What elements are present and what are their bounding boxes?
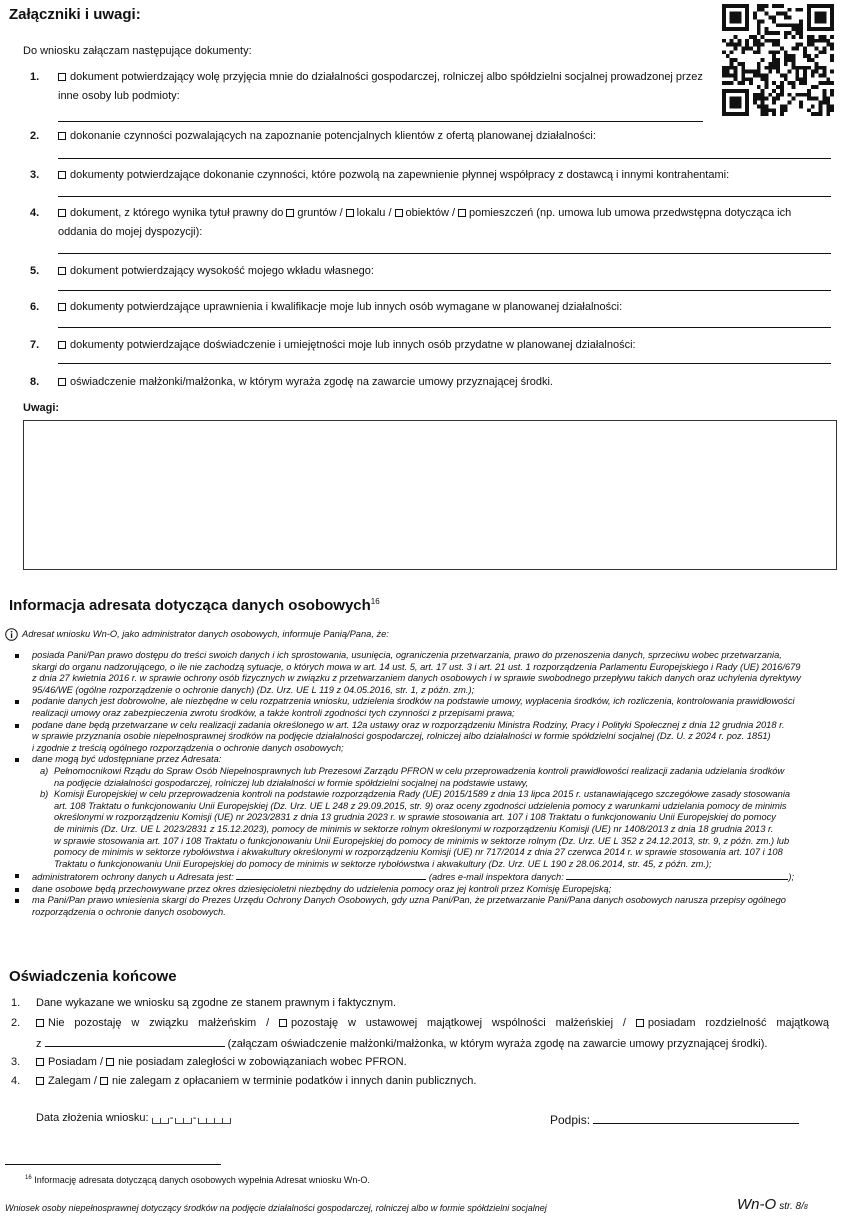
statement-3: [36, 1056, 407, 1068]
item-4-option-lokal-checkbox[interactable]: [346, 209, 354, 217]
privacy-item-sharing-text: dane mogą być udostępniane przez Adresata:: [32, 754, 222, 765]
statement-3-has-arrears: Posiadam /: [48, 1056, 104, 1068]
item-1-number: 1.: [30, 71, 40, 83]
statement-4-in-arrears: Zalegam /: [48, 1075, 97, 1087]
statement-2-joint-property-checkbox[interactable]: [279, 1019, 287, 1027]
item-4-checkbox[interactable]: [58, 209, 66, 217]
statement-2: [36, 1017, 829, 1029]
privacy-item-administrator: [32, 870, 832, 884]
privacy-admin-field[interactable]: [236, 870, 426, 880]
statement-2-joint-property: pozostaję w ustawowej majątkowej wspólności małżeńskiej /: [291, 1017, 626, 1029]
item-4-text-line2: oddania do mojej dyspozycji):: [58, 226, 203, 238]
bullet: [15, 654, 19, 658]
privacy-item-sharing-b-line: pomocy de minimis w sektorze rybołówstwa i akwakultury określonymi w rozporządzeniu Komisji (UE) nr 717/2014 z dnia 27 czerwca 2014 r. w sprawie stosowania art. 107 i 108: [54, 847, 783, 858]
privacy-item-sharing-a-line: na podjęcie działalności gospodarczej, rolniczej lub działalności w formie spółdzielni socjalnej na podstawie ustawy,: [54, 777, 529, 788]
privacy-item-sharing-a: [32, 766, 832, 789]
item-8-checkbox[interactable]: [58, 378, 66, 386]
item-6-fill-line[interactable]: [58, 327, 831, 328]
footnote-text: Informację adresata dotyczącą danych osobowych wypełnia Adresat wniosku Wn-O.: [34, 1175, 370, 1185]
statement-3-number: 3.: [11, 1056, 21, 1068]
date-month-field[interactable]: [175, 1115, 192, 1127]
item-8-text: oświadczenie małżonki/małżonka, w którym wyraża zgodę na zawarcie umowy przyznającej środki.: [70, 376, 553, 388]
item-4-option-grunty-checkbox[interactable]: [286, 209, 294, 217]
footnote-rule: [5, 1164, 221, 1165]
signature-label: Podpis:: [550, 1113, 591, 1127]
privacy-email-close: );: [788, 872, 795, 883]
item-8-number: 8.: [30, 376, 40, 388]
privacy-item-sharing-b-line: de minimis (Dz. Urz. UE L 2023/2831 z 15.12.2023), pomocy de minimis w sektorze rolnym określonymi w rozporządzeniu Komisji (UE) nr 1408/2013 z dnia 18 grudnia 2013 r.: [54, 823, 774, 834]
privacy-item-rights-line: posiada Pani/Pan prawo dostępu do treści swoich danych i ich sprostowania, usunięcia, ograniczenia przetwarzania, prawo do przenoszenia danych, sprzeciwu wobec przetwarzania,: [32, 650, 782, 660]
privacy-item-voluntary: [32, 696, 832, 719]
qr-code: [722, 4, 834, 116]
item-4-option-grunty: gruntów /: [297, 207, 343, 219]
privacy-item-sharing-b-label: b): [40, 789, 49, 800]
privacy-item-rights-line: 95/46/WE (ogólne rozporządzenie o ochronie danych) (Dz. Urz. UE L 119 z 04.05.2016, str. 1, z późn. zm.);: [32, 684, 475, 695]
statement-3-no-arrears-checkbox[interactable]: [106, 1058, 114, 1066]
bullet: [15, 724, 19, 728]
item-8: [58, 373, 821, 392]
item-7-fill-line[interactable]: [58, 363, 831, 364]
item-6-checkbox[interactable]: [58, 303, 66, 311]
item-7-checkbox[interactable]: [58, 341, 66, 349]
privacy-item-sharing: [32, 754, 832, 870]
privacy-item-purpose-line: i zgodnie z treścią ogólnego rozporządzenia o ochronie danych osobowych;: [32, 742, 344, 753]
privacy-item-sharing-b-line: w sprawie stosowania art. 107 i 108 Traktatu o funkcjonowaniu Unii Europejskiej do pomocy de minimis w sektorze rolnym (Dz. Urz. UE L 352 z 24.12.2013, str. 9, z późn. zm.) lub: [54, 835, 790, 846]
item-1: [58, 68, 711, 106]
item-2-text: dokonanie czynności pozwalających na zapoznanie potencjalnych klientów z ofertą planowanej działalności:: [70, 130, 596, 142]
info-icon: [5, 628, 18, 641]
privacy-title-text: Informacja adresata dotycząca danych osobowych: [9, 597, 371, 614]
privacy-item-voluntary-line: realizacji umowy oraz zabezpieczenia zwrotu środków, a także kontroli zgodności tych czynności z przepisami prawa;: [32, 707, 515, 718]
item-2-checkbox[interactable]: [58, 132, 66, 140]
privacy-item-purpose: [32, 720, 832, 755]
bullet: [15, 700, 19, 704]
item-7: [58, 336, 821, 355]
bullet: [15, 874, 19, 878]
item-1-checkbox[interactable]: [58, 73, 66, 81]
item-5-text: dokument potwierdzający wysokość mojego wkładu własnego:: [70, 265, 374, 277]
statement-3-has-arrears-checkbox[interactable]: [36, 1058, 44, 1066]
date-separator: -: [192, 1112, 197, 1124]
footnote: [25, 1175, 370, 1185]
statement-3-no-arrears: nie posiadam zaległości w zobowiązaniach wobec PFRON.: [118, 1056, 407, 1068]
statement-4-not-in-arrears-checkbox[interactable]: [100, 1077, 108, 1085]
item-5-fill-line[interactable]: [58, 290, 831, 291]
item-4-fill-line[interactable]: [58, 253, 831, 254]
notes-label: Uwagi:: [23, 402, 60, 414]
privacy-item-sharing-a-label: a): [40, 765, 49, 776]
item-6-text: dokumenty potwierdzające uprawnienia i kwalifikacje moje lub innych osób wymagane w planowanej działalności:: [70, 301, 623, 313]
privacy-item-complaint: [32, 895, 832, 918]
statement-4-in-arrears-checkbox[interactable]: [36, 1077, 44, 1085]
footer-page-number: str. 8/: [779, 1201, 804, 1212]
privacy-item-rights: [32, 650, 832, 696]
attachments-intro: Do wniosku załączam następujące dokumenty:: [23, 45, 252, 57]
privacy-intro: Adresat wniosku Wn-O, jako administrator danych osobowych, informuje Panią/Pana, że:: [22, 629, 389, 639]
item-6: [58, 298, 821, 317]
statement-4-number: 4.: [11, 1075, 21, 1087]
footer-form-code: Wn-O: [737, 1196, 777, 1213]
date-separator: -: [169, 1112, 174, 1124]
item-2-fill-line[interactable]: [58, 158, 831, 159]
bullet: [15, 899, 19, 903]
item-3-checkbox[interactable]: [58, 171, 66, 179]
privacy-item-sharing-b-line: Traktatu o funkcjonowaniu Unii Europejskiej do pomocy de minimis w sektorze rybołówstwa i akwakultury (Dz. Urz. UE L 190 z 28.06.2014, str. 45, z późn. zm.);: [54, 858, 712, 869]
attachments-title: Załączniki i uwagi:: [9, 6, 141, 23]
privacy-email-label: (adres e-mail inspektora danych:: [428, 872, 564, 883]
privacy-list: [32, 650, 832, 919]
item-6-number: 6.: [30, 301, 40, 313]
bullet: [15, 758, 19, 762]
item-4-option-obiekty-checkbox[interactable]: [395, 209, 403, 217]
privacy-admin-label: administratorem ochrony danych u Adresata jest:: [32, 872, 234, 883]
item-4-number: 4.: [30, 207, 40, 219]
statement-2-separate-property: posiadam rozdzielność majątkową: [647, 1017, 829, 1029]
item-1-text: dokument potwierdzający wolę przyjęcia mnie do działalności gospodarczej, rolniczej albo spółdzielni socjalnej prowadzonej przez: [70, 71, 703, 83]
privacy-item-complaint-line: ma Pani/Pan prawo wniesienia skargi do Prezes Urzędu Ochrony Danych Osobowych, gdy uzna Pani/Pan, że przetwarzanie Pani/Pana danych osobowych narusza przepisy ogólnego: [32, 895, 786, 906]
item-4-option-lokal: lokalu /: [356, 207, 392, 219]
statement-4: [36, 1075, 476, 1087]
statement-1-number: 1.: [11, 997, 21, 1009]
date-label: Data złożenia wniosku:: [36, 1112, 149, 1124]
statement-2-line2: [36, 1036, 767, 1050]
privacy-footnote-ref: 16: [370, 597, 380, 606]
privacy-item-rights-line: z dnia 27 kwietnia 2016 r. w sprawie ochrony osób fizycznych w związku z przetwarzaniem danych osobowych i w sprawie swobodnego przepływu takich danych oraz uchylenia dyrektywy: [32, 673, 802, 684]
privacy-item-purpose-line: w sprawie przyznania osobie niepełnosprawnej środków na podjęcie działalności gospodarczej, rolniczej albo działalności w formie spółdzielni socjalnej (Dz. U. z 2024 r. poz. 1851): [32, 731, 771, 742]
privacy-item-sharing-b: [32, 789, 832, 870]
item-2: [58, 127, 821, 146]
footer-page-info: [737, 1196, 808, 1213]
privacy-item-sharing-b-line: Komisji Europejskiej w celu przeprowadzenia kontroli na podstawie rozporządzenia Rady (UE) 2015/1589 z dnia 13 lipca 2015 r. ustanawiającego szczegółowe zasady stosowania: [54, 789, 791, 800]
privacy-title: [9, 597, 380, 614]
notes-textarea[interactable]: [23, 420, 837, 570]
item-2-number: 2.: [30, 130, 40, 142]
statement-2-spouse-prefix: z: [36, 1038, 42, 1050]
date-field-group: [36, 1112, 231, 1127]
statement-2-number: 2.: [11, 1017, 21, 1029]
item-5: [58, 262, 821, 281]
item-4-option-obiekty: obiektów /: [405, 207, 456, 219]
item-7-number: 7.: [30, 339, 40, 351]
footer-form-title: Wniosek osoby niepełnosprawnej dotyczący środków na podjęcie działalności gospodarczej, rolniczej albo w formie spółdzielni socjalnej: [5, 1203, 547, 1213]
statement-1-text: Dane wykazane we wniosku są zgodne ze stanem prawnym i faktycznym.: [36, 997, 397, 1009]
item-3-text: dokumenty potwierdzające dokonanie czynności, które pozwolą na zapewnienie płynnej współpracy z dostawcą i innymi kontrahentami:: [70, 169, 730, 181]
privacy-item-voluntary-line: podanie danych jest dobrowolne, ale niezbędne w celu rozpatrzenia wniosku, udzielenia środków na podstawie umowy, wypłacenia środków, ich rozliczenia, kontrolowania prawidłowości: [32, 696, 795, 707]
signature-field[interactable]: [593, 1111, 799, 1124]
privacy-item-sharing-a-line: Pełnomocnikowi Rządu do Spraw Osób Niepełnosprawnych lub Prezesowi Zarządu PFRON w celu przeprowadzenia kontroli prawidłowości realizacji zadania udzielania środków: [54, 765, 785, 776]
bullet: [15, 888, 19, 892]
item-1-fill-line[interactable]: [58, 121, 703, 122]
privacy-item-retention: [32, 884, 832, 896]
date-day-field[interactable]: [152, 1115, 169, 1127]
item-7-text: dokumenty potwierdzające doświadczenie i umiejętności moje lub innych osób przydatne w planowanej działalności:: [70, 339, 636, 351]
item-3: [58, 166, 821, 185]
privacy-item-purpose-line: podane dane będą przetwarzane w celu realizacji zadania określonego w art. 12a ustawy oraz w rozporządzeniu Ministra Rodziny, Pracy i Polityki Społecznej z dnia 12 grudnia 2018 r.: [32, 719, 785, 730]
item-5-checkbox[interactable]: [58, 267, 66, 275]
privacy-item-sharing-b-line: określonymi w rozporządzeniu Komisji (UE) nr 2023/2831 z dnia 13 grudnia 2023 r. w sprawie stosowania art. 107 i 108 Traktatu o funkcjonowaniu Unii Europejskiej do pomocy: [54, 812, 776, 823]
privacy-item-complaint-line: rozporządzenia o ochronie danych osobowych.: [32, 907, 226, 918]
item-5-number: 5.: [30, 265, 40, 277]
final-title: Oświadczenia końcowe: [9, 968, 177, 985]
statement-2-not-married-checkbox[interactable]: [36, 1019, 44, 1027]
item-4-option-pomieszczenia-checkbox[interactable]: [458, 209, 466, 217]
statement-2-spouse-field[interactable]: [45, 1036, 225, 1047]
privacy-email-field[interactable]: [566, 870, 788, 880]
privacy-item-rights-line: skargi do organu nadzorującego, o ile nie zachodzą sytuacje, o których mowa w art. 14 ust. 5, art. 17 ust. 3 i art. 21 ust. 1 rozporządzenia Parlamentu Europejskiego i Rady (UE) 2016/679: [32, 661, 801, 672]
statement-2-separate-property-checkbox[interactable]: [636, 1019, 644, 1027]
privacy-item-retention-text: dane osobowe będą przechowywane przez okres dziesięcioletni niezbędny do udzielenia pomocy oraz jej kontroli przez Komisję Europejską;: [32, 883, 612, 894]
item-1-text-line2: inne osoby lub podmioty:: [58, 90, 180, 102]
item-4-option-pomieszczenia: pomieszczeń (np. umowa lub umowa przedwstępna dotycząca ich: [469, 207, 792, 219]
item-4-text: dokument, z którego wynika tytuł prawny do: [70, 207, 284, 219]
date-year-field[interactable]: [198, 1115, 231, 1127]
statement-2-spouse-note: (załączam oświadczenie małżonki/małżonka, w którym wyraża zgodę na zawarcie umowy przyznającej środki).: [227, 1038, 768, 1050]
item-3-fill-line[interactable]: [58, 196, 831, 197]
signature-group: [550, 1111, 799, 1127]
item-3-number: 3.: [30, 169, 40, 181]
statement-4-not-in-arrears: nie zalegam z opłacaniem w terminie podatków i innych danin publicznych.: [111, 1075, 477, 1087]
footer-page-total: 8: [803, 1204, 808, 1211]
statement-2-not-married: Nie pozostaję w związku małżeńskim /: [48, 1017, 270, 1029]
item-4: [58, 204, 821, 242]
footnote-number: 16: [25, 1175, 32, 1181]
privacy-item-sharing-b-line: art. 108 Traktatu o funkcjonowaniu Unii Europejskiej (Dz. Urz. UE L 248 z 29.09.2015, str. 9) oraz oceny zgodności udzielenia pomocy z warunkami udzielania pomocy de minimis: [54, 800, 787, 811]
